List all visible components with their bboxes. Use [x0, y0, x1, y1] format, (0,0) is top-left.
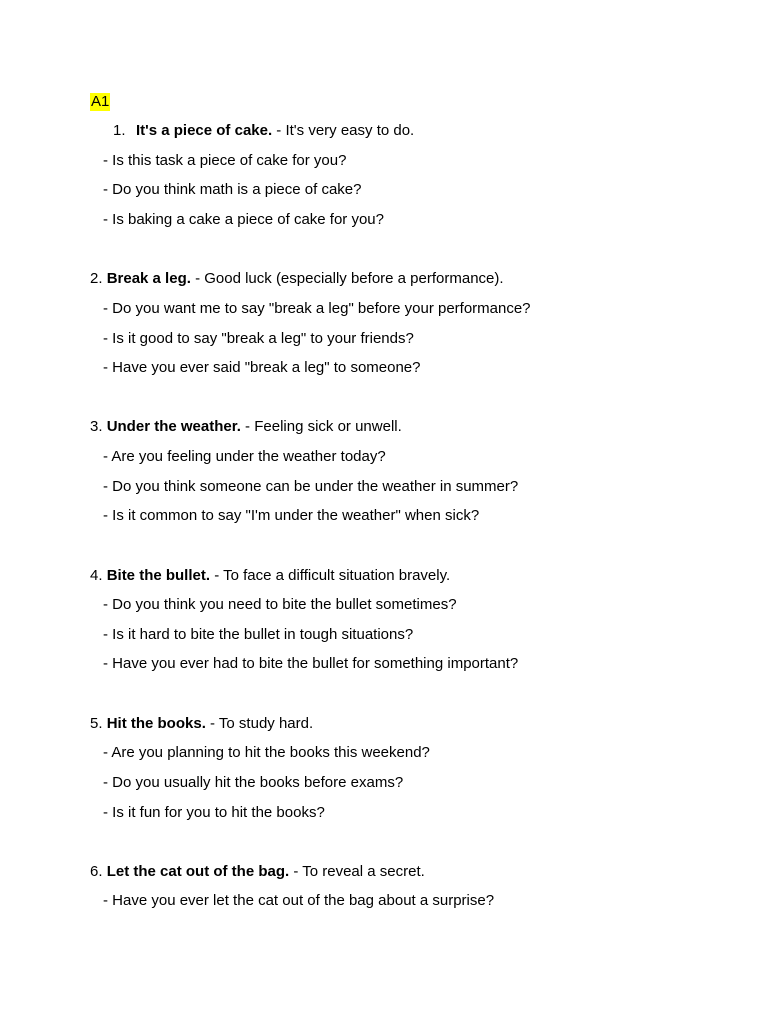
idiom-phrase: Bite the bullet.: [106, 567, 211, 584]
idiom-heading: [90, 418, 402, 436]
question-item: - Do you want me to say "break a leg" before your performance?: [103, 300, 531, 317]
idiom-number: 2.: [90, 270, 103, 287]
idiom-number: 5.: [90, 715, 103, 732]
idiom-number: 3.: [90, 418, 103, 435]
question-item: - Have you ever had to bite the bullet for something important?: [103, 655, 519, 672]
idiom-number: 6.: [90, 863, 103, 880]
level-tag: A1: [91, 93, 110, 110]
question-item: - Is it good to say "break a leg" to your friends?: [103, 330, 414, 347]
idiom-heading: [90, 715, 313, 733]
idiom-phrase: Hit the books.: [106, 715, 206, 732]
idiom-phrase: Break a leg.: [106, 270, 191, 287]
idiom-meaning: - Good luck (especially before a performance).: [190, 270, 504, 287]
question-item: - Do you think someone can be under the weather in summer?: [103, 478, 519, 495]
question-item: - Is it hard to bite the bullet in tough situations?: [103, 626, 414, 643]
idiom-meaning: - To face a difficult situation bravely.: [210, 567, 451, 584]
question-item: - Do you usually hit the books before exams?: [103, 774, 404, 791]
idiom-phrase: It's a piece of cake.: [136, 122, 273, 139]
question-item: - Have you ever let the cat out of the bag about a surprise?: [103, 892, 495, 909]
question-item: - Are you planning to hit the books this weekend?: [103, 744, 430, 761]
question-item: - Do you think math is a piece of cake?: [103, 181, 362, 198]
idiom-meaning: - It's very easy to do.: [272, 122, 415, 139]
idiom-phrase: Let the cat out of the bag.: [106, 863, 290, 880]
idiom-heading: [90, 567, 450, 585]
question-item: - Is this task a piece of cake for you?: [103, 152, 347, 169]
idiom-heading: [90, 863, 425, 881]
idiom-meaning: - To reveal a secret.: [289, 863, 425, 880]
idiom-number: 4.: [90, 567, 103, 584]
question-item: - Do you think you need to bite the bullet sometimes?: [103, 596, 457, 613]
idiom-number: 1.: [113, 122, 126, 139]
idiom-heading: [90, 270, 504, 288]
idiom-phrase: Under the weather.: [106, 418, 241, 435]
question-item: - Is it fun for you to hit the books?: [103, 804, 325, 821]
idiom-heading: [113, 122, 414, 140]
question-item: - Have you ever said "break a leg" to someone?: [103, 359, 421, 376]
question-item: - Are you feeling under the weather today?: [103, 448, 386, 465]
idiom-meaning: - To study hard.: [205, 715, 314, 732]
question-item: - Is baking a cake a piece of cake for you?: [103, 211, 384, 228]
question-item: - Is it common to say "I'm under the weather" when sick?: [103, 507, 480, 524]
idiom-meaning: - Feeling sick or unwell.: [240, 418, 402, 435]
